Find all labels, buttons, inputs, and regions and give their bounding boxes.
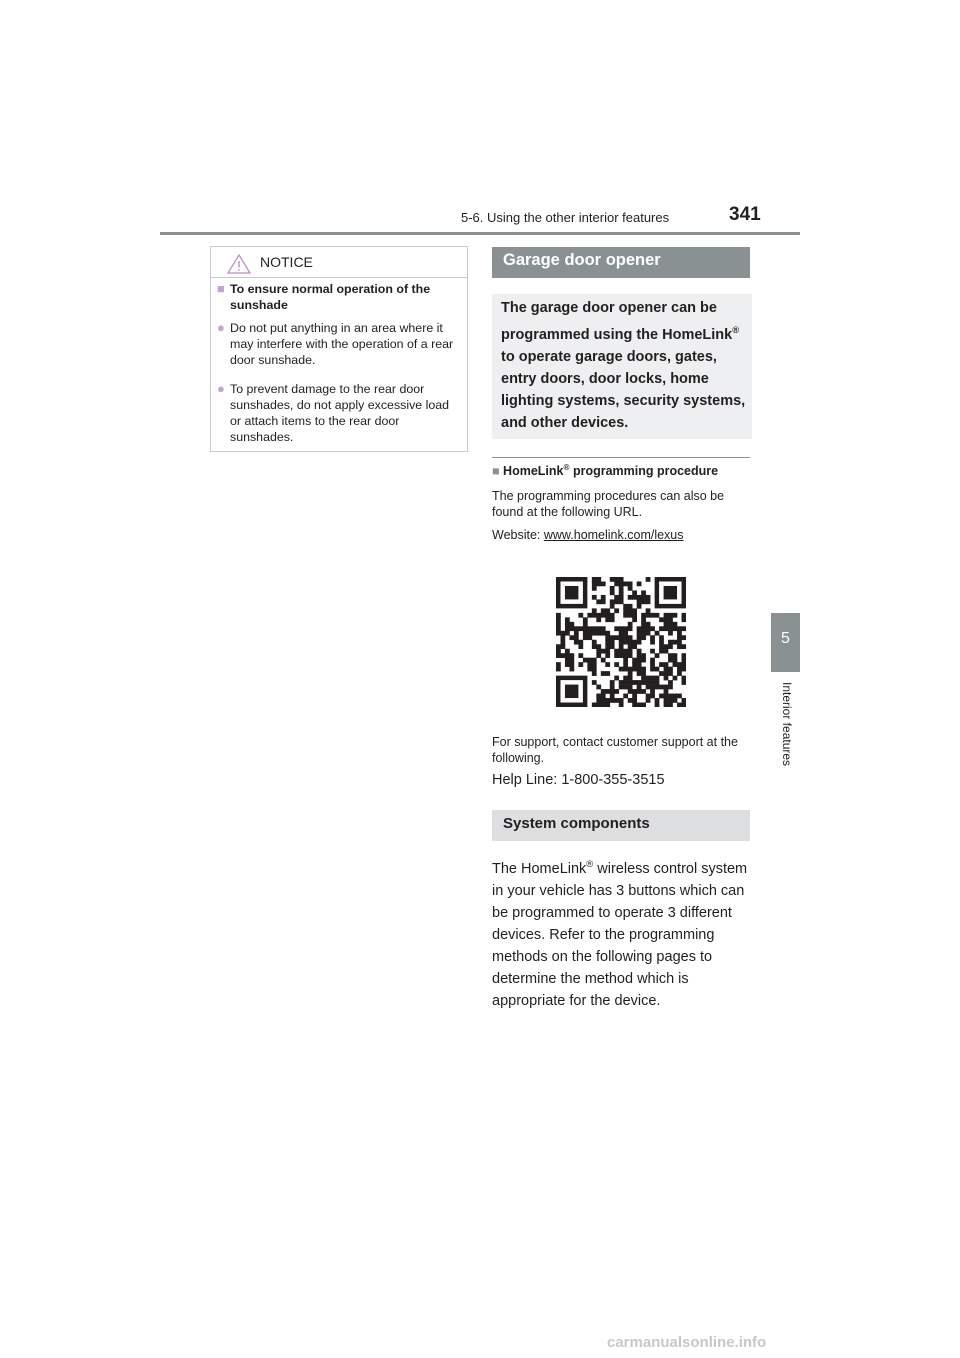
intro-box: [492, 294, 752, 439]
section-title: 5-6. Using the other interior features: [461, 210, 670, 225]
notice-item-text: To ensure normal operation of the sunshade: [230, 282, 431, 312]
website-link[interactable]: www.homelink.com/lexus: [543, 528, 684, 542]
subsection-rule: [492, 457, 750, 458]
support-text: For support, contact customer support at the following.: [492, 735, 738, 765]
page-number: 341: [729, 204, 761, 225]
notice-title: NOTICE: [260, 254, 313, 270]
square-bullet-icon: ■: [492, 464, 500, 479]
garage-heading-text: Garage door opener: [503, 251, 661, 269]
warning-triangle-icon: [227, 254, 251, 274]
programming-heading-start: HomeLink: [503, 464, 564, 479]
chapter-number: 5: [781, 630, 790, 647]
watermark: carmanualsonline.info: [607, 1334, 767, 1351]
intro-text-start: The garage door opener can be programmed using the HomeLink: [501, 300, 733, 343]
components-text: [492, 853, 750, 1012]
programming-heading-end: programming procedure: [569, 464, 719, 479]
header-rule: [160, 232, 800, 235]
notice-item-text: Do not put anything in an area where it may interfere with the operation of a rear door sunshade.: [230, 321, 454, 367]
registered-mark: ®: [586, 858, 594, 869]
intro-text: [501, 297, 747, 434]
notice-item-text: To prevent damage to the rear door sunshades, do not apply excessive load or attach items to the rear door sunshades.: [230, 382, 450, 444]
intro-text-end: to operate garage doors, gates, entry doors, door locks, home lighting systems, security systems, and other devices.: [501, 348, 746, 431]
programming-heading: [492, 463, 718, 478]
help-line: Help Line: 1-800-355-3515: [492, 772, 665, 788]
chapter-label: Interior features: [780, 682, 794, 767]
website-line: [492, 527, 750, 543]
garage-section-heading: [492, 247, 750, 278]
components-text-start: The HomeLink: [492, 860, 587, 877]
website-label: Website:: [492, 528, 544, 542]
notice-box: [210, 246, 468, 452]
components-section-heading: [492, 810, 750, 841]
notice-header: [211, 247, 467, 278]
qr-code: [556, 577, 686, 707]
round-bullet-icon: ●: [217, 381, 225, 396]
components-heading-text: System components: [503, 815, 650, 832]
components-text-end: wireless control system in your vehicle has 3 buttons which can be programmed to operate 3 different devices. Refer to the programming methods on the following pages to determine the method which is appropriate for the device.: [492, 860, 748, 1009]
programming-text: The programming procedures can also be found at the following URL.: [492, 489, 725, 519]
round-bullet-icon: ●: [217, 320, 225, 335]
square-bullet-icon: ■: [217, 281, 225, 296]
registered-mark: ®: [732, 324, 740, 335]
registered-mark: ®: [563, 463, 570, 472]
